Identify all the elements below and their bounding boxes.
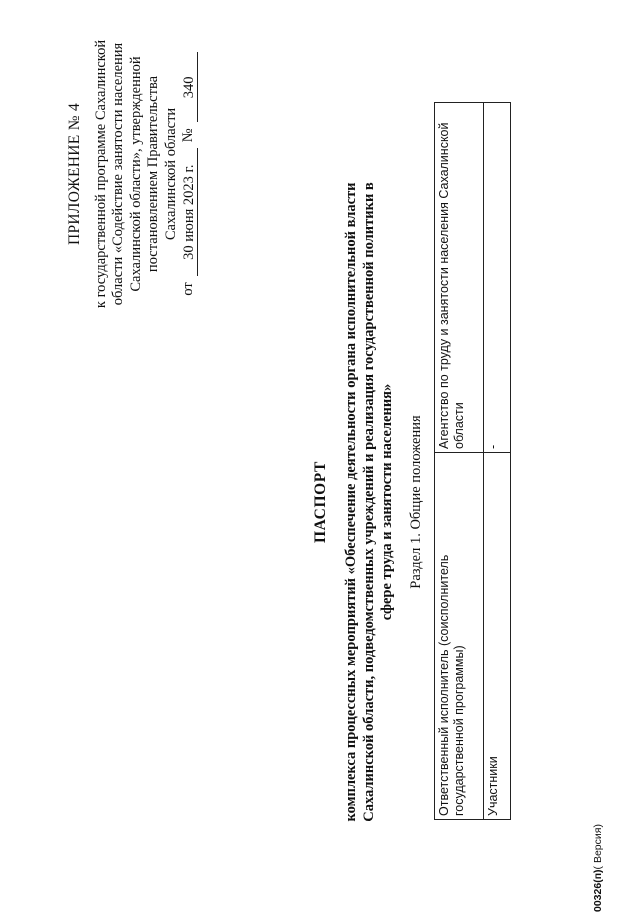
- passport-title: ПАСПОРТ: [312, 461, 329, 543]
- passport-description: комплекса процессных мероприятий «Обеспечение деятельности органа исполнительной власти Сахалинской области, подведомственных учреждений и реализация государственной политики в сфере труда и занятости населения»: [343, 182, 395, 822]
- form-code: 00326(п): [592, 869, 604, 912]
- appendix-date-line: [180, 24, 198, 324]
- table-row: [435, 103, 484, 820]
- decree-date: 30 июня 2023 г.: [182, 148, 198, 276]
- appendix-line: к государственной программе Сахалинской: [92, 39, 109, 309]
- row-label: Участники: [484, 453, 511, 820]
- row-value: -: [484, 103, 511, 453]
- appendix-heading: ПРИЛОЖЕНИЕ № 4: [66, 102, 83, 246]
- appendix-line: области «Содействие занятости населения: [110, 42, 126, 306]
- appendix-line: Сахалинской области», утвержденной: [127, 56, 144, 292]
- appendix-line: Сахалинской области: [162, 107, 179, 241]
- from-label: от: [180, 282, 196, 296]
- form-version: ( Версия): [592, 824, 604, 870]
- footer-code: [592, 824, 604, 912]
- appendix-line: постановлением Правительства: [145, 75, 161, 273]
- row-value: Агентство по труду и занятости населения Сахалинской области: [435, 103, 484, 453]
- general-provisions-table: [434, 102, 511, 820]
- row-label: Ответственный исполнитель (соисполнитель государственной программы): [435, 453, 484, 820]
- appendix-block: [66, 24, 198, 324]
- table-row: [484, 103, 511, 820]
- section-title: Раздел 1. Общие положения: [408, 415, 424, 589]
- decree-number: 340: [182, 52, 198, 122]
- number-label: №: [180, 128, 196, 143]
- passport-title-block: [312, 122, 396, 882]
